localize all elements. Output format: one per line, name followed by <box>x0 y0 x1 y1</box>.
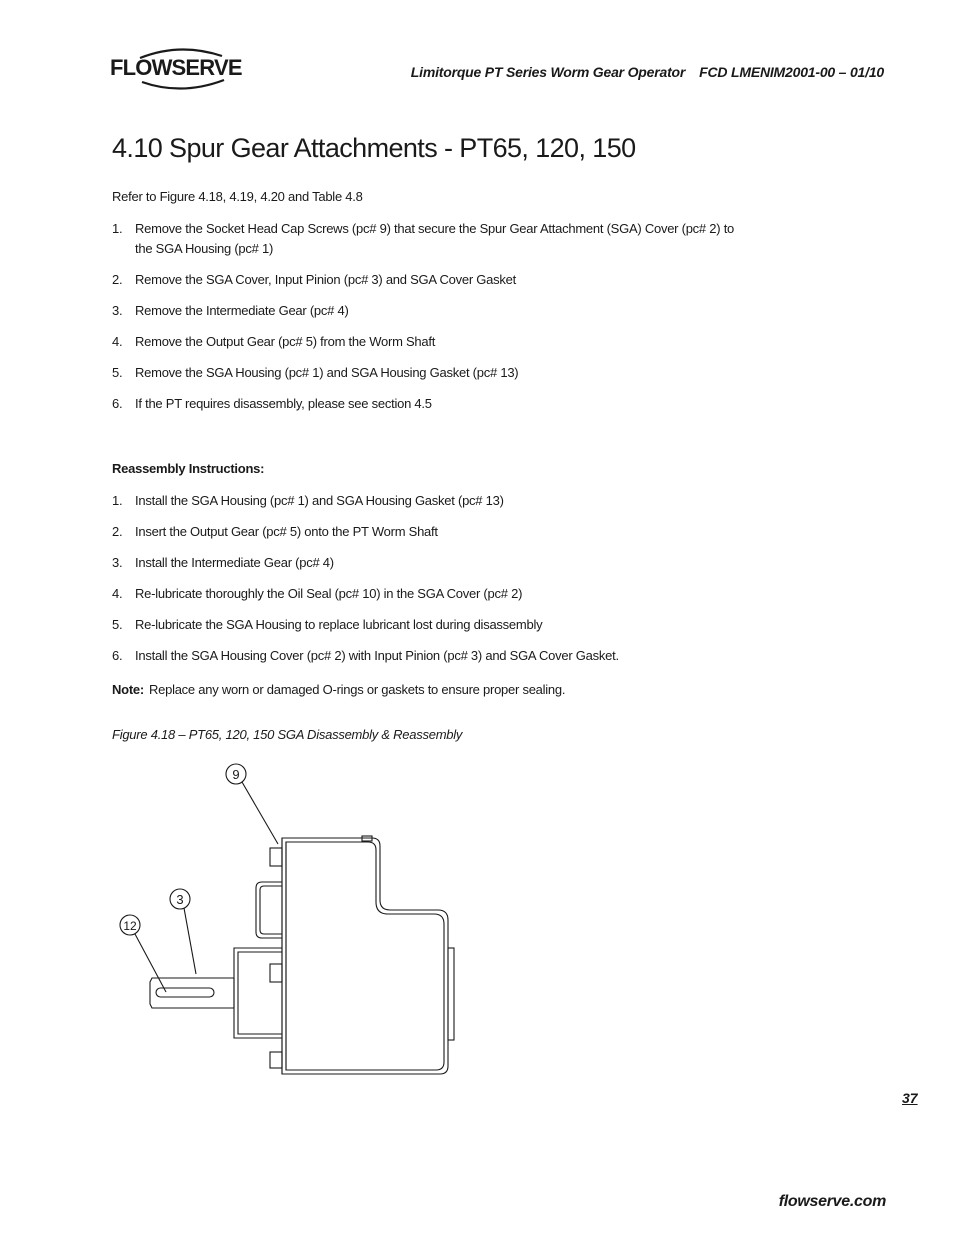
svg-text:3: 3 <box>176 892 184 907</box>
list-item: 6. Install the SGA Housing Cover (pc# 2) with Input Pinion (pc# 3) and SGA Cover Gasket. <box>112 648 619 663</box>
list-item: 4. Remove the Output Gear (pc# 5) from the Worm Shaft <box>112 334 436 349</box>
sga-cover <box>234 882 282 1038</box>
callout-9 <box>226 764 246 784</box>
header-doc-title: Limitorque PT Series Worm Gear Operator <box>410 64 686 80</box>
list-item: 5. Re-lubricate the SGA Housing to replace lubricant lost during disassembly <box>112 617 543 632</box>
list-item: 5. Remove the SGA Housing (pc# 1) and SGA Housing Gasket (pc# 13) <box>112 365 519 380</box>
document-header <box>411 64 884 80</box>
page-title: 4.10 Spur Gear Attachments - PT65, 120, 150 <box>112 133 636 163</box>
note <box>112 682 565 697</box>
logo-text: FLOWSERVE <box>110 55 242 80</box>
callout-12 <box>120 915 140 935</box>
reassembly-steps <box>112 491 752 677</box>
list-item: 3. Remove the Intermediate Gear (pc# 4) <box>112 303 349 318</box>
list-item: 2. Remove the SGA Cover, Input Pinion (pc# 3) and SGA Cover Gasket <box>112 272 516 287</box>
list-item: 2. Insert the Output Gear (pc# 5) onto the PT Worm Shaft <box>112 524 438 539</box>
list-item: 1. Remove the Socket Head Cap Screws (pc# 9) that secure the Spur Gear Attachment (SGA) Cover (pc# 2) to the SGA Housing (pc# 1) <box>112 221 735 256</box>
footer-url[interactable]: flowserve.com <box>778 1193 886 1210</box>
svg-text:9: 9 <box>232 767 240 782</box>
list-item: 4. Re-lubricate thoroughly the Oil Seal (pc# 10) in the SGA Cover (pc# 2) <box>112 586 523 601</box>
cap-screws <box>270 848 282 1068</box>
disassembly-steps <box>112 219 752 425</box>
reassembly-heading: Reassembly Instructions: <box>112 461 265 476</box>
input-pinion-shaft <box>150 978 234 1008</box>
list-item: 1. Install the SGA Housing (pc# 1) and SGA Housing Gasket (pc# 13) <box>112 493 504 508</box>
note-label: Note: <box>112 682 144 697</box>
logo-swoosh-icon <box>110 44 250 94</box>
sga-housing <box>282 836 448 1074</box>
flowserve-logo <box>110 44 250 94</box>
sga-drawing <box>110 760 470 1080</box>
list-item: 3. Install the Intermediate Gear (pc# 4) <box>112 555 334 570</box>
callout-3 <box>170 889 190 909</box>
figure-caption: Figure 4.18 – PT65, 120, 150 SGA Disassembly & Reassembly <box>112 727 463 742</box>
note-text: Replace any worn or damaged O-rings or gaskets to ensure proper sealing. <box>148 682 566 697</box>
header-doc-code: FCD LMENIM2001-00 – 01/10 <box>699 64 884 80</box>
figure-reference: Refer to Figure 4.18, 4.19, 4.20 and Table 4.8 <box>112 189 363 204</box>
svg-text:12: 12 <box>123 919 137 933</box>
page-number: 37 <box>902 1090 918 1106</box>
sga-flange <box>448 948 454 1040</box>
list-item: 6. If the PT requires disassembly, please see section 4.5 <box>112 396 432 411</box>
